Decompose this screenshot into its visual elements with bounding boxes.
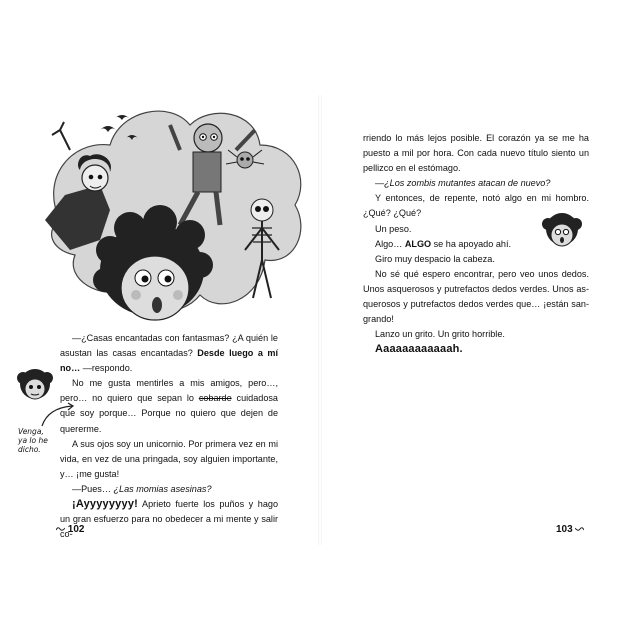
paragraph bbox=[60, 437, 278, 482]
text-run: Algo… bbox=[375, 238, 405, 249]
page-number-left bbox=[56, 524, 84, 535]
text-run: Lanzo un grito. Un grito horrible. bbox=[375, 329, 505, 340]
text-run: Y entonces, de repente, notó algo en mi hombro. ¿Qué? ¿Qué? bbox=[363, 193, 589, 219]
right-page bbox=[320, 0, 640, 640]
text-run: ¿Los zombis mutantes atacan de nuevo? bbox=[384, 178, 551, 189]
scared-girl-face-icon bbox=[542, 212, 582, 250]
side-note bbox=[18, 427, 48, 454]
text-run: rriendo lo más lejos posible. El corazón ya se me ha puesto a mil por hora. Con cada nuevo título siento un pellizco en el estómago. bbox=[363, 133, 589, 174]
note-arrow-icon bbox=[38, 402, 78, 430]
book-spine bbox=[318, 95, 322, 545]
text-run: cobarde bbox=[198, 393, 232, 404]
page-number-right bbox=[556, 524, 584, 535]
page-number: 102 bbox=[67, 524, 85, 535]
paragraph bbox=[363, 327, 589, 342]
paragraph bbox=[60, 331, 278, 376]
text-run: Aaaaaaaaaaaah. bbox=[375, 343, 463, 356]
side-note-line: dicho. bbox=[18, 445, 41, 454]
squiggle-icon bbox=[56, 526, 65, 532]
text-run: ¡Ayyyyyyyy! bbox=[72, 498, 139, 511]
paragraph bbox=[363, 267, 589, 327]
text-run: cuidadosa que soy porque… Porque no quiero que dejen de quererme. bbox=[60, 393, 278, 434]
squiggle-icon bbox=[575, 526, 584, 532]
text-run: No me gusta mentirles a mis amigos, pero…, pero… no quiero que sepan lo bbox=[60, 378, 278, 404]
side-note-line: ya lo he bbox=[18, 436, 48, 445]
girl-face-margin-icon bbox=[16, 368, 54, 404]
paragraph bbox=[60, 376, 278, 436]
text-run: ALGO bbox=[404, 238, 432, 249]
paragraph bbox=[60, 497, 278, 542]
text-run: —respondo. bbox=[80, 363, 133, 374]
side-note-line: Venga, bbox=[18, 427, 44, 436]
text-run: A sus ojos soy un unicornio. Por primera vez en mi vida, en vez de una pringada, soy alguien importante, y… ¡me gusta! bbox=[60, 438, 278, 479]
text-run: —¿Casas encantadas con fantasmas? ¿A quién le asustan las casas encantadas? bbox=[60, 333, 278, 359]
spooky-illustration bbox=[40, 100, 310, 330]
text-run: Giro muy despacio la cabeza. bbox=[375, 253, 495, 264]
paragraph bbox=[363, 252, 589, 267]
paragraph bbox=[363, 176, 589, 191]
paragraph bbox=[363, 342, 589, 357]
text-run: se ha apoyado ahí. bbox=[431, 238, 511, 249]
paragraph bbox=[363, 131, 589, 176]
text-run: Desde luego a mí no… bbox=[60, 348, 278, 374]
text-run: No sé qué espero encontrar, pero veo unos dedos. Unos asquerosos y putrefactos dedos verdes. Unos asquerosos y putrefactos dedos verdes que… ¡están sangrando! bbox=[363, 268, 589, 325]
left-text-column bbox=[60, 331, 278, 542]
text-run: ¿Las momias asesinas? bbox=[113, 483, 212, 494]
text-run: Un peso. bbox=[375, 223, 412, 234]
page-number: 103 bbox=[556, 524, 573, 535]
paragraph bbox=[60, 482, 278, 497]
text-run: — bbox=[375, 178, 385, 189]
text-run: —Pues… bbox=[72, 483, 114, 494]
text-run: Aprieto fuerte los puños y hago un gran esfuerzo para no obedecer a mi mente y salir co- bbox=[60, 499, 278, 540]
